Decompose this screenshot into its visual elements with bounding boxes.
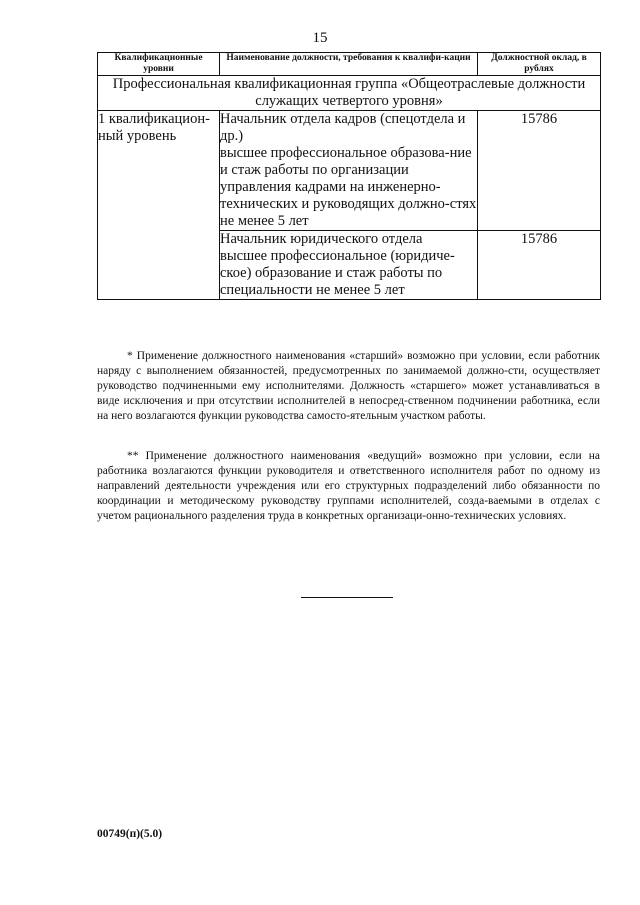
header-qualification-levels: Квалификационные уровни <box>98 53 220 76</box>
position-title: Начальник юридического отдела <box>220 231 423 247</box>
page-number: 15 <box>312 30 328 46</box>
salary-table <box>97 52 601 300</box>
group-title: Профессиональная квалификационная группа «Общеотраслевые должности служащих четвертого уровня» <box>98 76 601 111</box>
salary-value: 15786 <box>478 111 601 231</box>
table-row <box>98 111 601 231</box>
header-salary: Должностной оклад, в рублях <box>478 53 601 76</box>
footnote-senior: * Применение должностного наименования «старший» возможно при условии, если работник наряду с выполнением обязанностей, предусмотренных по занимаемой должно-сти, осуществляет руководство подчиненными ему исполнителями. Должность «старшего» может устанавливаться в виде исключения и при отсутствии исполнителей в непосред-ственном подчинении работника, если на него возлагаются функции руководства самосто-ятельным участком работы. <box>97 350 600 422</box>
position-requirements: высшее профессиональное (юридиче-ское) образование и стаж работы по специальности не менее 5 лет <box>220 248 455 298</box>
position-requirements: высшее профессиональное образова-ние и стаж работы по организации управления кадрами на инженерно-технических и руководящих должно-стях не менее 5 лет <box>220 145 477 229</box>
salary-value: 15786 <box>478 231 601 300</box>
footnote-leading: ** Применение должностного наименования «ведущий» возможно при условии, если на работника возлагаются функции руководителя и ответственного исполнителя работ по одному из направлений деятельности учреждения или его структурных подразделений либо обязанности по координации и методическому руководству группами исполнителей, созда-ваемыми в отделах с учетом рационального разделения труда в конкретных организаци-онно-технических условиях. <box>97 450 600 522</box>
header-position-requirements: Наименование должности, требования к квалифи-кации <box>220 53 478 76</box>
qualification-level: 1 квалификацион-ный уровень <box>98 111 220 300</box>
position-cell <box>220 111 478 231</box>
table-header-row <box>98 53 601 76</box>
group-row <box>98 76 601 111</box>
divider-line <box>301 597 393 598</box>
position-cell <box>220 231 478 300</box>
position-title: Начальник отдела кадров (спецотдела и др.) <box>220 111 466 144</box>
document-code: 00749(п)(5.0) <box>97 828 163 840</box>
